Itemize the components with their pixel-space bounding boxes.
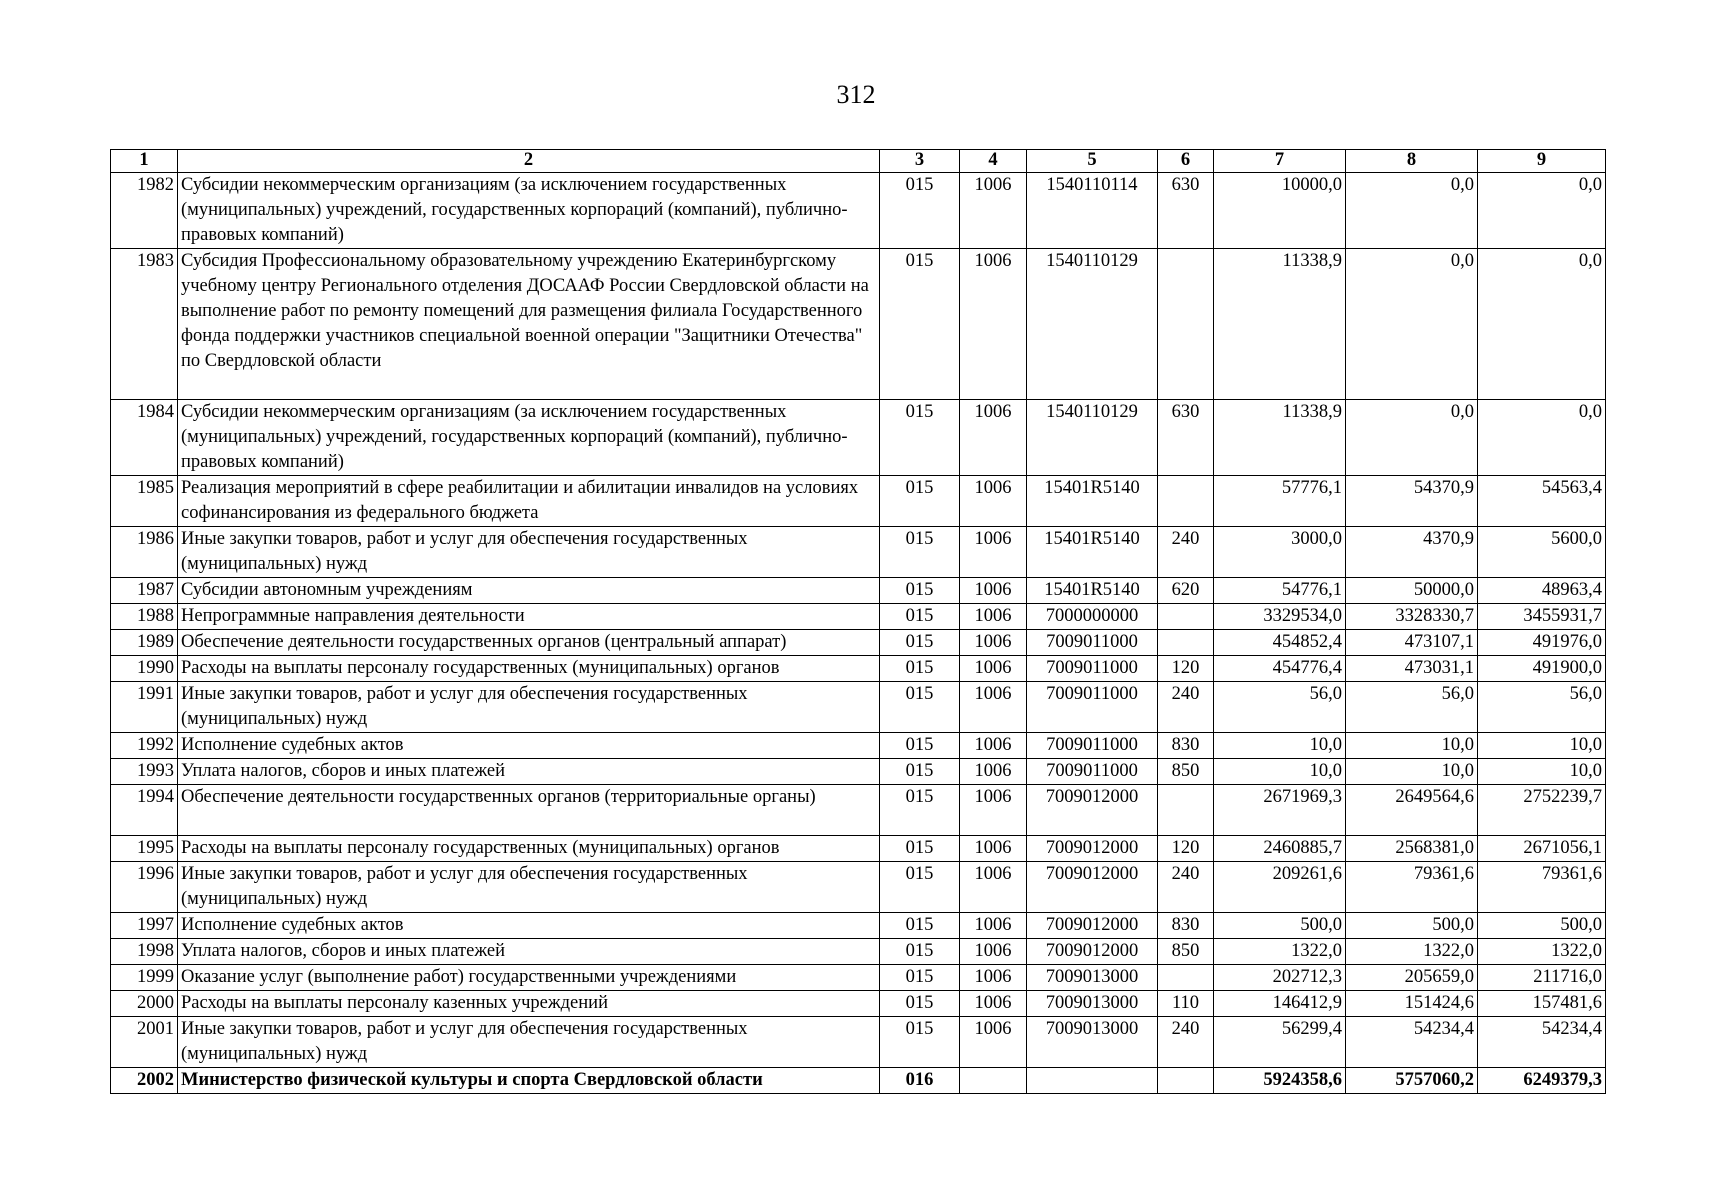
section-code-cell: 1006: [960, 604, 1027, 630]
amount-cell: 56299,4: [1214, 1017, 1346, 1068]
target-code-cell: 7009012000: [1027, 785, 1158, 836]
amount-cell: 209261,6: [1214, 862, 1346, 913]
ministry-code-cell: 015: [880, 578, 960, 604]
expense-type-cell: [1158, 604, 1214, 630]
amount-cell: 50000,0: [1346, 578, 1478, 604]
amount-cell: 3455931,7: [1478, 604, 1606, 630]
amount-cell: 5600,0: [1478, 527, 1606, 578]
ministry-code-cell: 015: [880, 682, 960, 733]
item-name-cell: Расходы на выплаты персоналу государственных (муниципальных) органов: [178, 656, 880, 682]
section-code-cell: 1006: [960, 1017, 1027, 1068]
item-name-cell: Реализация мероприятий в сфере реабилитации и абилитации инвалидов на условиях софинансирования из федерального бюджета: [178, 476, 880, 527]
item-name-cell: Иные закупки товаров, работ и услуг для обеспечения государственных (муниципальных) нужд: [178, 862, 880, 913]
item-name-cell: Уплата налогов, сборов и иных платежей: [178, 939, 880, 965]
ministry-code-cell: 015: [880, 939, 960, 965]
column-header: 7: [1214, 150, 1346, 173]
item-name-cell: Субсидии некоммерческим организациям (за исключением государственных (муниципальных) учреждений, государственных корпораций (компаний), публично-правовых компаний): [178, 400, 880, 476]
page-number: 312: [836, 80, 876, 109]
amount-cell: 3328330,7: [1346, 604, 1478, 630]
row-number-cell: 1991: [111, 682, 178, 733]
amount-cell: 0,0: [1346, 400, 1478, 476]
amount-cell: 0,0: [1478, 249, 1606, 400]
item-name-cell: Непрограммные направления деятельности: [178, 604, 880, 630]
amount-cell: 10000,0: [1214, 173, 1346, 249]
section-code-cell: 1006: [960, 630, 1027, 656]
item-name-cell: Иные закупки товаров, работ и услуг для обеспечения государственных (муниципальных) нужд: [178, 1017, 880, 1068]
amount-cell: 0,0: [1346, 249, 1478, 400]
row-number-cell: 1995: [111, 836, 178, 862]
target-code-cell: 7009011000: [1027, 630, 1158, 656]
section-code-cell: 1006: [960, 759, 1027, 785]
ministry-code-cell: 015: [880, 862, 960, 913]
table-row: [111, 527, 1606, 578]
target-code-cell: 7009011000: [1027, 733, 1158, 759]
amount-cell: 57776,1: [1214, 476, 1346, 527]
table-row: [111, 400, 1606, 476]
ministry-code-cell: 015: [880, 733, 960, 759]
target-code-cell: 7009012000: [1027, 913, 1158, 939]
section-code-cell: 1006: [960, 836, 1027, 862]
amount-cell: 2568381,0: [1346, 836, 1478, 862]
target-code-cell: 1540110129: [1027, 400, 1158, 476]
amount-cell: 157481,6: [1478, 991, 1606, 1017]
amount-cell: 211716,0: [1478, 965, 1606, 991]
amount-cell: 151424,6: [1346, 991, 1478, 1017]
expense-type-cell: 630: [1158, 400, 1214, 476]
target-code-cell: 7009013000: [1027, 991, 1158, 1017]
table-row: [111, 656, 1606, 682]
amount-cell: 10,0: [1346, 759, 1478, 785]
amount-cell: 5757060,2: [1346, 1068, 1478, 1094]
expense-type-cell: 240: [1158, 682, 1214, 733]
target-code-cell: 1540110114: [1027, 173, 1158, 249]
amount-cell: 202712,3: [1214, 965, 1346, 991]
amount-cell: 2671969,3: [1214, 785, 1346, 836]
table-row: [111, 862, 1606, 913]
ministry-code-cell: 015: [880, 476, 960, 527]
table-row: [111, 785, 1606, 836]
table-row: [111, 939, 1606, 965]
ministry-code-cell: 015: [880, 173, 960, 249]
row-number-cell: 1988: [111, 604, 178, 630]
ministry-code-cell: 015: [880, 630, 960, 656]
target-code-cell: 7009011000: [1027, 759, 1158, 785]
amount-cell: 473107,1: [1346, 630, 1478, 656]
section-code-cell: 1006: [960, 249, 1027, 400]
expense-type-cell: 830: [1158, 913, 1214, 939]
row-number-cell: 1985: [111, 476, 178, 527]
amount-cell: 79361,6: [1346, 862, 1478, 913]
table-row: [111, 733, 1606, 759]
amount-cell: 10,0: [1214, 759, 1346, 785]
table-row: [111, 476, 1606, 527]
item-name-cell: Министерство физической культуры и спорта Свердловской области: [178, 1068, 880, 1094]
section-code-cell: 1006: [960, 476, 1027, 527]
ministry-code-cell: 015: [880, 656, 960, 682]
amount-cell: 5924358,6: [1214, 1068, 1346, 1094]
item-name-cell: Субсидии автономным учреждениям: [178, 578, 880, 604]
ministry-code-cell: 015: [880, 1017, 960, 1068]
target-code-cell: 1540110129: [1027, 249, 1158, 400]
table-row: [111, 630, 1606, 656]
table-row: [111, 1068, 1606, 1094]
ministry-code-cell: 015: [880, 836, 960, 862]
ministry-code-cell: 015: [880, 759, 960, 785]
amount-cell: 10,0: [1214, 733, 1346, 759]
section-code-cell: 1006: [960, 965, 1027, 991]
table-row: [111, 604, 1606, 630]
section-code-cell: 1006: [960, 785, 1027, 836]
expense-type-cell: 120: [1158, 656, 1214, 682]
table-row: [111, 682, 1606, 733]
item-name-cell: Иные закупки товаров, работ и услуг для обеспечения государственных (муниципальных) нужд: [178, 682, 880, 733]
amount-cell: 54234,4: [1346, 1017, 1478, 1068]
expense-type-cell: [1158, 249, 1214, 400]
table-row: [111, 913, 1606, 939]
amount-cell: 10,0: [1346, 733, 1478, 759]
table-row: [111, 1017, 1606, 1068]
section-code-cell: 1006: [960, 733, 1027, 759]
amount-cell: 454776,4: [1214, 656, 1346, 682]
target-code-cell: 7009013000: [1027, 965, 1158, 991]
table-row: [111, 759, 1606, 785]
expense-type-cell: [1158, 965, 1214, 991]
row-number-cell: 1992: [111, 733, 178, 759]
amount-cell: 48963,4: [1478, 578, 1606, 604]
amount-cell: 2460885,7: [1214, 836, 1346, 862]
expense-type-cell: 850: [1158, 939, 1214, 965]
section-code-cell: 1006: [960, 862, 1027, 913]
item-name-cell: Расходы на выплаты персоналу казенных учреждений: [178, 991, 880, 1017]
amount-cell: 10,0: [1478, 733, 1606, 759]
amount-cell: 2671056,1: [1478, 836, 1606, 862]
budget-table: [110, 149, 1606, 1094]
amount-cell: 500,0: [1346, 913, 1478, 939]
amount-cell: 1322,0: [1346, 939, 1478, 965]
item-name-cell: Иные закупки товаров, работ и услуг для обеспечения государственных (муниципальных) нужд: [178, 527, 880, 578]
amount-cell: 10,0: [1478, 759, 1606, 785]
amount-cell: 491976,0: [1478, 630, 1606, 656]
table-body: [111, 173, 1606, 1094]
amount-cell: 56,0: [1346, 682, 1478, 733]
item-name-cell: Исполнение судебных актов: [178, 733, 880, 759]
row-number-cell: 1986: [111, 527, 178, 578]
target-code-cell: 15401R5140: [1027, 476, 1158, 527]
amount-cell: 491900,0: [1478, 656, 1606, 682]
item-name-cell: Обеспечение деятельности государственных органов (территориальные органы): [178, 785, 880, 836]
item-name-cell: Исполнение судебных актов: [178, 913, 880, 939]
amount-cell: 3329534,0: [1214, 604, 1346, 630]
item-name-cell: Субсидия Профессиональному образовательному учреждению Екатеринбургскому учебному центру Регионального отделения ДОСААФ России Свердловской области на выполнение работ по ремонту помещений для размещения филиала Государственного фонда поддержки участников специальной военной операции "Защитники Отечества" по Свердловской области: [178, 249, 880, 400]
amount-cell: 500,0: [1478, 913, 1606, 939]
amount-cell: 54776,1: [1214, 578, 1346, 604]
section-code-cell: 1006: [960, 656, 1027, 682]
target-code-cell: 7009013000: [1027, 1017, 1158, 1068]
column-header: 8: [1346, 150, 1478, 173]
table-row: [111, 965, 1606, 991]
row-number-cell: 1999: [111, 965, 178, 991]
amount-cell: 2649564,6: [1346, 785, 1478, 836]
amount-cell: 56,0: [1478, 682, 1606, 733]
row-number-cell: 1997: [111, 913, 178, 939]
expense-type-cell: [1158, 785, 1214, 836]
row-number-cell: 1984: [111, 400, 178, 476]
ministry-code-cell: 015: [880, 785, 960, 836]
row-number-cell: 1998: [111, 939, 178, 965]
amount-cell: 0,0: [1478, 400, 1606, 476]
amount-cell: 54563,4: [1478, 476, 1606, 527]
amount-cell: 146412,9: [1214, 991, 1346, 1017]
amount-cell: 54370,9: [1346, 476, 1478, 527]
ministry-code-cell: 015: [880, 400, 960, 476]
column-header: 1: [111, 150, 178, 173]
section-code-cell: 1006: [960, 527, 1027, 578]
ministry-code-cell: 015: [880, 604, 960, 630]
expense-type-cell: [1158, 630, 1214, 656]
target-code-cell: 15401R5140: [1027, 578, 1158, 604]
item-name-cell: Расходы на выплаты персоналу государственных (муниципальных) органов: [178, 836, 880, 862]
row-number-cell: 1996: [111, 862, 178, 913]
column-header: 2: [178, 150, 880, 173]
expense-type-cell: 620: [1158, 578, 1214, 604]
amount-cell: 205659,0: [1346, 965, 1478, 991]
row-number-cell: 2001: [111, 1017, 178, 1068]
ministry-code-cell: 015: [880, 527, 960, 578]
row-number-cell: 1989: [111, 630, 178, 656]
row-number-cell: 1990: [111, 656, 178, 682]
table-row: [111, 249, 1606, 400]
item-name-cell: Оказание услуг (выполнение работ) государственными учреждениями: [178, 965, 880, 991]
row-number-cell: 2000: [111, 991, 178, 1017]
expense-type-cell: 110: [1158, 991, 1214, 1017]
amount-cell: 79361,6: [1478, 862, 1606, 913]
amount-cell: 1322,0: [1478, 939, 1606, 965]
amount-cell: 11338,9: [1214, 400, 1346, 476]
row-number-cell: 1982: [111, 173, 178, 249]
table-row: [111, 173, 1606, 249]
amount-cell: 473031,1: [1346, 656, 1478, 682]
row-number-cell: 1983: [111, 249, 178, 400]
table-row: [111, 991, 1606, 1017]
section-code-cell: 1006: [960, 913, 1027, 939]
section-code-cell: 1006: [960, 400, 1027, 476]
row-number-cell: 1993: [111, 759, 178, 785]
expense-type-cell: 240: [1158, 1017, 1214, 1068]
amount-cell: 4370,9: [1346, 527, 1478, 578]
row-number-cell: 1994: [111, 785, 178, 836]
table-row: [111, 836, 1606, 862]
expense-type-cell: 850: [1158, 759, 1214, 785]
expense-type-cell: 240: [1158, 527, 1214, 578]
section-code-cell: 1006: [960, 682, 1027, 733]
amount-cell: 3000,0: [1214, 527, 1346, 578]
target-code-cell: 7009011000: [1027, 682, 1158, 733]
target-code-cell: 15401R5140: [1027, 527, 1158, 578]
table-row: [111, 578, 1606, 604]
expense-type-cell: 120: [1158, 836, 1214, 862]
amount-cell: 6249379,3: [1478, 1068, 1606, 1094]
section-code-cell: 1006: [960, 991, 1027, 1017]
ministry-code-cell: 015: [880, 965, 960, 991]
target-code-cell: 7000000000: [1027, 604, 1158, 630]
expense-type-cell: 630: [1158, 173, 1214, 249]
target-code-cell: 7009012000: [1027, 862, 1158, 913]
section-code-cell: 1006: [960, 939, 1027, 965]
amount-cell: 0,0: [1478, 173, 1606, 249]
item-name-cell: Субсидии некоммерческим организациям (за исключением государственных (муниципальных) учреждений, государственных корпораций (компаний), публично-правовых компаний): [178, 173, 880, 249]
ministry-code-cell: 016: [880, 1068, 960, 1094]
target-code-cell: [1027, 1068, 1158, 1094]
column-header: 4: [960, 150, 1027, 173]
expense-type-cell: [1158, 476, 1214, 527]
amount-cell: 56,0: [1214, 682, 1346, 733]
ministry-code-cell: 015: [880, 991, 960, 1017]
amount-cell: 54234,4: [1478, 1017, 1606, 1068]
column-header: 6: [1158, 150, 1214, 173]
ministry-code-cell: 015: [880, 249, 960, 400]
item-name-cell: Обеспечение деятельности государственных органов (центральный аппарат): [178, 630, 880, 656]
target-code-cell: 7009012000: [1027, 836, 1158, 862]
column-header: 3: [880, 150, 960, 173]
ministry-code-cell: 015: [880, 913, 960, 939]
expense-type-cell: 830: [1158, 733, 1214, 759]
amount-cell: 500,0: [1214, 913, 1346, 939]
target-code-cell: 7009012000: [1027, 939, 1158, 965]
amount-cell: 1322,0: [1214, 939, 1346, 965]
item-name-cell: Уплата налогов, сборов и иных платежей: [178, 759, 880, 785]
amount-cell: 0,0: [1346, 173, 1478, 249]
section-code-cell: 1006: [960, 578, 1027, 604]
header-row: [111, 150, 1606, 173]
row-number-cell: 2002: [111, 1068, 178, 1094]
amount-cell: 454852,4: [1214, 630, 1346, 656]
target-code-cell: 7009011000: [1027, 656, 1158, 682]
column-header: 5: [1027, 150, 1158, 173]
section-code-cell: 1006: [960, 173, 1027, 249]
row-number-cell: 1987: [111, 578, 178, 604]
column-header: 9: [1478, 150, 1606, 173]
expense-type-cell: 240: [1158, 862, 1214, 913]
expense-type-cell: [1158, 1068, 1214, 1094]
amount-cell: 11338,9: [1214, 249, 1346, 400]
section-code-cell: [960, 1068, 1027, 1094]
amount-cell: 2752239,7: [1478, 785, 1606, 836]
